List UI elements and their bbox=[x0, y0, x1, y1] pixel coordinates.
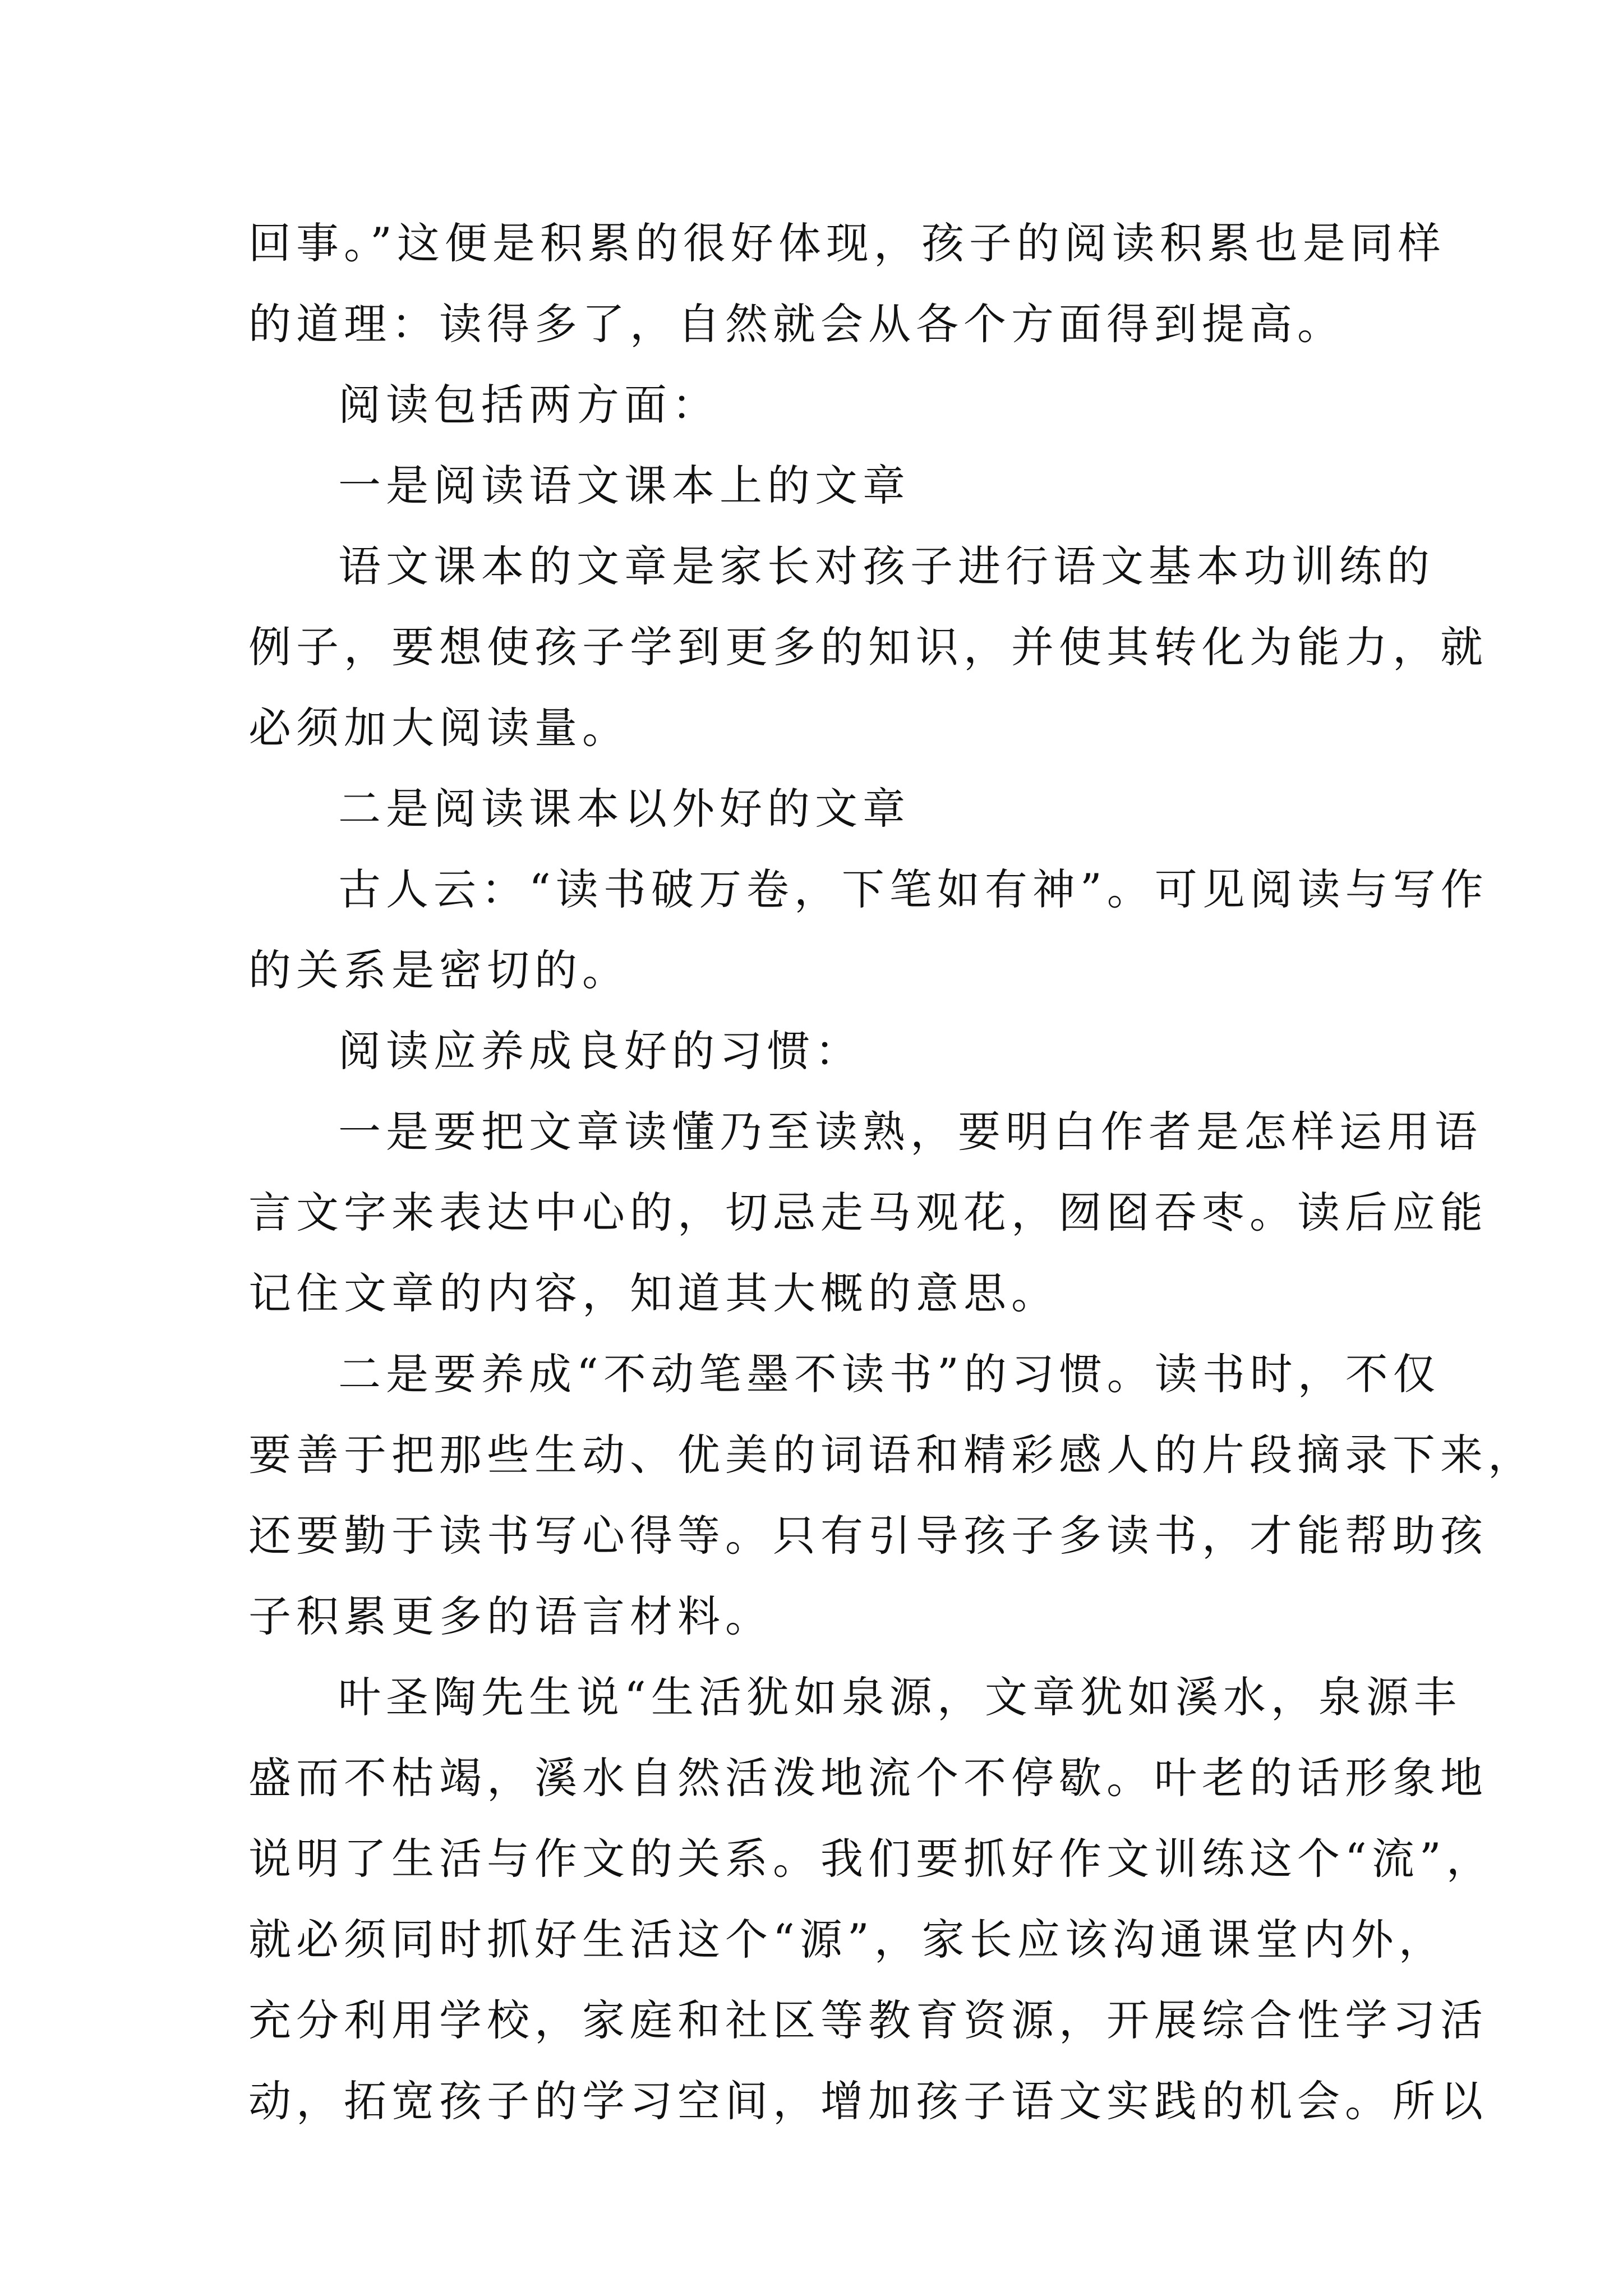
document-body bbox=[248, 203, 1536, 2142]
paragraph-3 bbox=[248, 445, 1390, 526]
text-line: 阅读包括两方面： bbox=[338, 380, 720, 430]
text-line: 动，拓宽孩子的学习空间，增加孩子语文实践的机会。所以 bbox=[248, 2076, 1488, 2126]
text-line: 言文字来表达中心的，切忌走马观花，囫囵吞枣。读后应能 bbox=[248, 1188, 1488, 1237]
text-line: 子积累更多的语言材料。 bbox=[248, 1591, 773, 1641]
paragraph-7 bbox=[248, 1011, 1390, 1092]
paragraph-8 bbox=[248, 1092, 1482, 1172]
text-line: 古人云：“读书破万卷，下笔如有神”。可见阅读与写作 bbox=[338, 864, 1488, 914]
paragraph-4 bbox=[248, 526, 1435, 607]
paragraph-10-cont bbox=[248, 1738, 1494, 2142]
text-line: 语文课本的文章是家长对孩子进行语文基本功训练的 bbox=[338, 541, 1435, 591]
text-line: 二是要养成“不动笔墨不读书”的习惯。读书时，不仅 bbox=[338, 1349, 1441, 1399]
text-line: 就必须同时抓好生活这个“源”，家长应该沟通课堂内外， bbox=[248, 1915, 1446, 1964]
text-line: 盛而不枯竭，溪水自然活泼地流个不停歇。叶老的话形象地 bbox=[248, 1753, 1488, 1803]
paragraph-9 bbox=[248, 1334, 1441, 1415]
text-line: 的道理：读得多了，自然就会从各个方面得到提高。 bbox=[248, 299, 1345, 349]
text-line: 必须加大阅读量。 bbox=[248, 703, 630, 753]
text-line: 说明了生活与作文的关系。我们要抓好作文训练这个“流”， bbox=[248, 1834, 1494, 1884]
text-line: 一是阅读语文课本上的文章 bbox=[338, 461, 910, 510]
paragraph-4-cont bbox=[248, 607, 1488, 769]
text-line: 阅读应养成良好的习惯： bbox=[338, 1026, 863, 1076]
text-line: 还要勤于读书写心得等。只有引导孩子多读书，才能帮助孩 bbox=[248, 1511, 1488, 1561]
paragraph-6-cont bbox=[248, 930, 1390, 1011]
text-line: 例子，要想使孩子学到更多的知识，并使其转化为能力，就 bbox=[248, 622, 1488, 672]
text-line: 一是要把文章读懂乃至读熟，要明白作者是怎样运用语 bbox=[338, 1107, 1482, 1157]
paragraph-10 bbox=[248, 1657, 1461, 1738]
text-line: 记住文章的内容，知道其大概的意思。 bbox=[248, 1268, 1059, 1318]
paragraph-8-cont bbox=[248, 1172, 1488, 1334]
paragraph-2 bbox=[248, 365, 1390, 445]
paragraph-5 bbox=[248, 769, 1390, 849]
paragraph-1 bbox=[248, 203, 1446, 365]
paragraph-9-cont bbox=[248, 1415, 1536, 1657]
text-line: 充分利用学校，家庭和社区等教育资源，开展综合性学习活 bbox=[248, 1995, 1488, 2045]
text-line: 要善于把那些生动、优美的词语和精彩感人的片段摘录下来， bbox=[248, 1430, 1536, 1480]
paragraph-6 bbox=[248, 849, 1488, 930]
text-line: 回事。”这便是积累的很好体现，孩子的阅读积累也是同样 bbox=[248, 218, 1446, 268]
text-line: 的关系是密切的。 bbox=[248, 945, 630, 995]
text-line: 二是阅读课本以外好的文章 bbox=[338, 784, 910, 834]
text-line: 叶圣陶先生说“生活犹如泉源，文章犹如溪水，泉源丰 bbox=[338, 1672, 1461, 1722]
